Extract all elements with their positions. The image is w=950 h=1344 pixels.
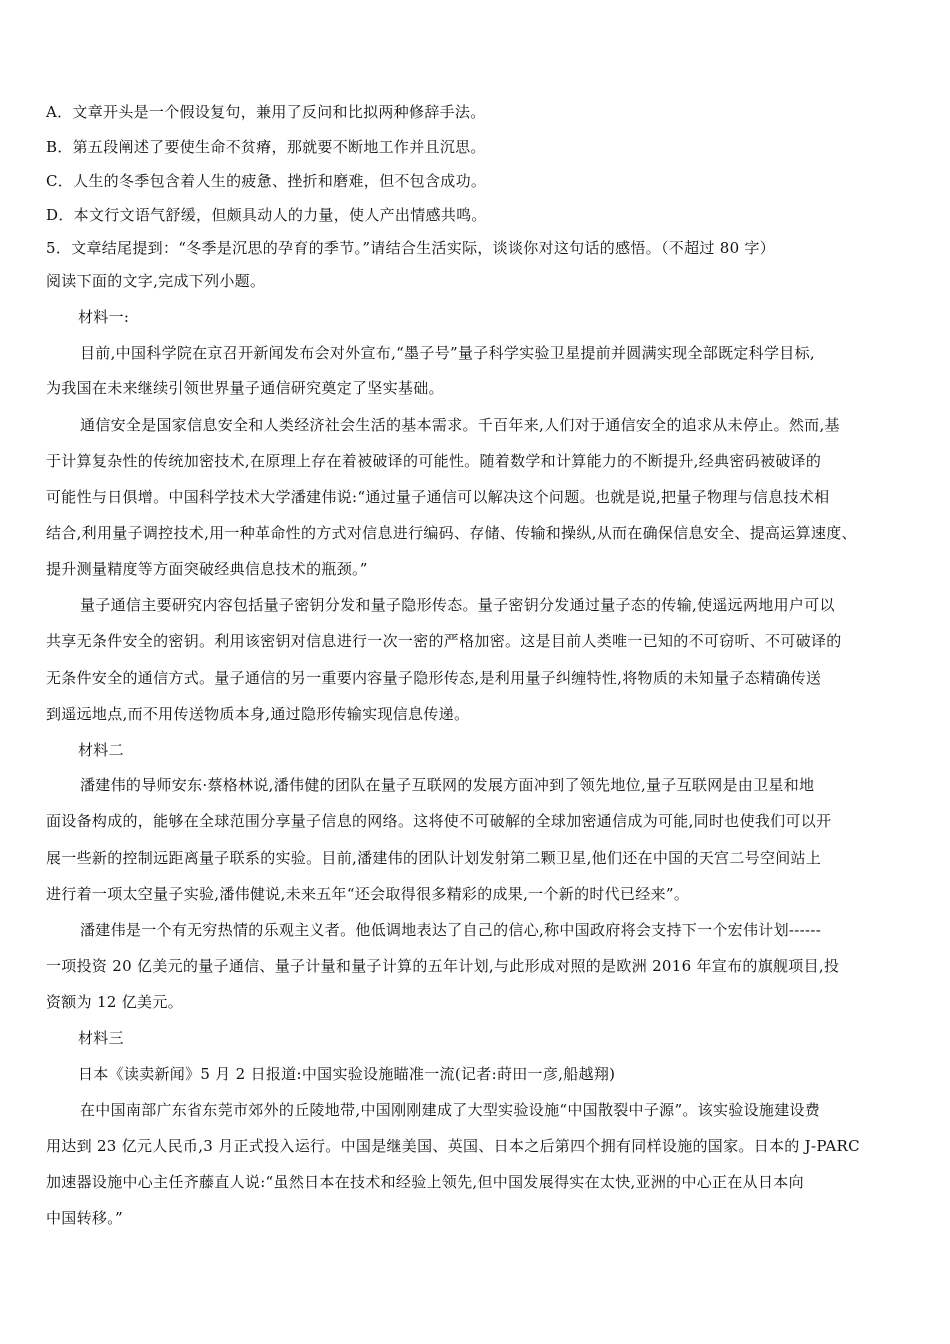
material-1-line: 量子通信主要研究内容包括量子密钥分发和量子隐形传态。量子密钥分发通过量子态的传输,使遥远两地用户可以 xyxy=(80,596,835,614)
material-1-line: 提升测量精度等方面突破经典信息技术的瓶颈。” xyxy=(46,560,368,578)
material-2-line: 展一些新的控制远距离量子联系的实验。目前,潘建伟的团队计划发射第二颗卫星,他们还在中国的天宫二号空间站上 xyxy=(46,849,822,867)
option-d: D．本文行文语气舒缓，但颇具动人的力量，使人产出情感共鸣。 xyxy=(46,206,487,224)
material-1-line: 可能性与日俱增。中国科学技术大学潘建伟说:“通过量子通信可以解决这个问题。也就是说,把量子物理与信息技术相 xyxy=(46,488,830,506)
material-1-line: 目前,中国科学院在京召开新闻发布会对外宣布,“墨子号”量子科学实验卫星提前并圆满实现全部既定科学目标, xyxy=(80,344,815,362)
material-1-line: 无条件安全的通信方式。量子通信的另一重要内容量子隐形传态,是利用量子纠缠特性,将物质的未知量子态精确传送 xyxy=(46,669,822,687)
material-1-line: 到遥远地点,而不用传送物质本身,通过隐形传输实现信息传递。 xyxy=(46,705,470,723)
material-3-title: 材料三 xyxy=(78,1029,124,1047)
material-2-line: 潘建伟是一个有无穷热情的乐观主义者。他低调地表达了自己的信心,称中国政府将会支持下一个宏伟计划------ xyxy=(80,921,822,939)
option-b: B．第五段阐述了要使生命不贫瘠，那就要不断地工作并且沉思。 xyxy=(46,138,486,156)
material-2-line: 进行着一项太空量子实验,潘伟健说,未来五年“还会取得很多精彩的成果,一个新的时代已经来”。 xyxy=(46,885,690,903)
material-3-line: 中国转移。” xyxy=(46,1209,123,1227)
material-3-line: 用达到 23 亿元人民币,3 月正式投入运行。中国是继美国、英国、日本之后第四个拥有同样设施的国家。日本的 J-PARC xyxy=(46,1137,860,1155)
material-2-line: 面设备构成的，能够在全球范围分享量子信息的网络。这将使不可破解的全球加密通信成为可能,同时也使我们可以开 xyxy=(46,812,832,830)
material-1-line: 结合,利用量子调控技术,用一种革命性的方式对信息进行编码、存储、传输和操纵,从而在确保信息安全、提高运算速度、 xyxy=(46,524,857,542)
option-a: A．文章开头是一个假设复句，兼用了反问和比拟两种修辞手法。 xyxy=(46,103,486,121)
material-3-line: 在中国南部广东省东莞市郊外的丘陵地带,中国刚刚建成了大型实验设施“中国散裂中子源”。该实验设施建设费 xyxy=(80,1101,821,1119)
material-1-line: 共享无条件安全的密钥。利用该密钥对信息进行一次一密的严格加密。这是目前人类唯一已知的不可窃听、不可破译的 xyxy=(46,632,842,650)
material-1-line: 通信安全是国家信息安全和人类经济社会生活的基本需求。千百年来,人们对于通信安全的追求从未停止。然而,基 xyxy=(80,416,840,434)
material-2-line: 资额为 12 亿美元。 xyxy=(46,993,183,1011)
material-3-headline: 日本《读卖新闻》5 月 2 日报道:中国实验设施瞄准一流(记者:莳田一彦,船越翔) xyxy=(78,1065,616,1083)
material-1-line: 于计算复杂性的传统加密技术,在原理上存在着被破译的可能性。随着数学和计算能力的不断提升,经典密码被破译的 xyxy=(46,452,822,470)
question-5: 5．文章结尾提到：“冬季是沉思的孕育的季节。”请结合生活实际，谈谈你对这句话的感悟。（不超过 80 字） xyxy=(46,239,776,257)
material-2-line: 一项投资 20 亿美元的量子通信、量子计量和量子计算的五年计划,与此形成对照的是欧洲 2016 年宣布的旗舰项目,投 xyxy=(46,957,840,975)
material-2-line: 潘建伟的导师安东·蔡格林说,潘伟健的团队在量子互联网的发展方面冲到了领先地位,量子互联网是由卫星和地 xyxy=(80,776,815,794)
material-2-title: 材料二 xyxy=(78,741,124,759)
material-1-line: 为我国在未来继续引领世界量子通信研究奠定了坚实基础。 xyxy=(46,379,444,397)
material-3-line: 加速器设施中心主任齐藤直人说:“虽然日本在技术和经验上领先,但中国发展得实在太快,亚洲的中心正在从日本向 xyxy=(46,1173,804,1191)
reading-instruction: 阅读下面的文字,完成下列小题。 xyxy=(46,272,266,290)
material-1-title: 材料一: xyxy=(78,308,130,326)
option-c: C．人生的冬季包含着人生的疲惫、挫折和磨难，但不包含成功。 xyxy=(46,172,487,190)
